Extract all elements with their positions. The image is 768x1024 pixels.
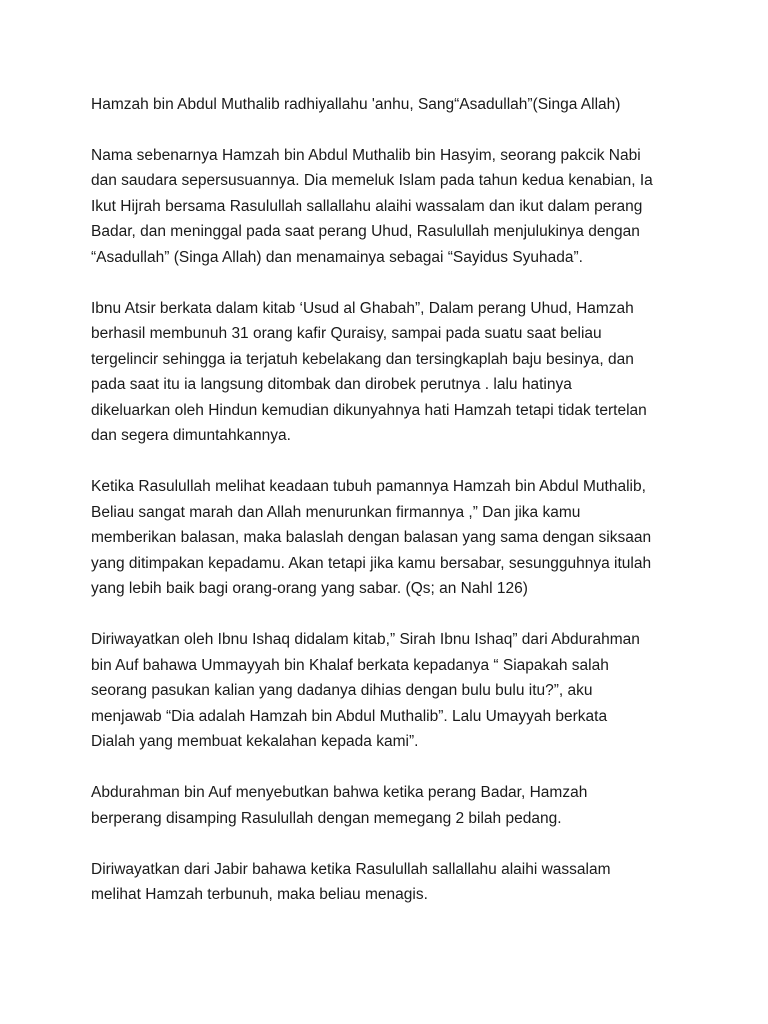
paragraph-line: Diriwayatkan dari Jabir bahawa ketika Rasulullah sallallahu alaihi wassalam bbox=[91, 860, 611, 878]
paragraph-line: memberikan balasan, maka balaslah dengan balasan yang sama dengan siksaan bbox=[91, 529, 652, 546]
paragraph-line: pada saat itu ia langsung ditombak dan dirobek perutnya . lalu hatinya bbox=[91, 376, 572, 393]
paragraph-line: Ketika Rasulullah melihat keadaan tubuh pamannya Hamzah bin Abdul Muthalib, bbox=[91, 478, 646, 495]
paragraph-line: dan segera dimuntahkannya. bbox=[91, 427, 291, 444]
paragraph-line: Nama sebenarnya Hamzah bin Abdul Muthalib bin Hasyim, seorang pakcik Nabi bbox=[91, 146, 641, 164]
paragraph-line: Ikut Hijrah bersama Rasulullah sallallahu alaihi wassalam dan ikut dalam perang bbox=[91, 197, 643, 215]
paragraph-line: yang ditimpakan kepadamu. Akan tetapi jika kamu bersabar, sesungguhnya itulah bbox=[91, 554, 652, 572]
paragraph-line: Badar, dan meninggal pada saat perang Uhud, Rasulullah menjulukinya dengan bbox=[91, 223, 640, 240]
paragraph-line: seorang pasukan kalian yang dadanya dihias dengan bulu bulu itu?”, aku bbox=[91, 682, 593, 699]
paragraph-4 bbox=[91, 627, 731, 755]
paragraph-line: dikeluarkan oleh Hindun kemudian dikunyahnya hati Hamzah tetapi tidak tertelan bbox=[91, 401, 647, 419]
paragraph-line: berhasil membunuh 31 orang kafir Quraisy, sampai pada suatu saat beliau bbox=[91, 325, 602, 342]
paragraph-line: dan saudara sepersusuannya. Dia memeluk Islam pada tahun kedua kenabian, Ia bbox=[91, 172, 653, 189]
paragraph-2 bbox=[91, 296, 731, 449]
paragraph-6 bbox=[91, 857, 731, 908]
paragraph-3 bbox=[91, 474, 731, 602]
document-body bbox=[91, 92, 731, 933]
paragraph-line: “Asadullah” (Singa Allah) dan menamainya sebagai “Sayidus Syuhada”. bbox=[91, 248, 583, 266]
paragraph-line: Beliau sangat marah dan Allah menurunkan firmannya ,” Dan jika kamu bbox=[91, 503, 581, 521]
paragraph-line: tergelincir sehingga ia terjatuh kebelakang dan tersingkaplah baju besinya, dan bbox=[91, 350, 634, 368]
paragraph-line: bin Auf bahawa Ummayyah bin Khalaf berkata kepadanya “ Siapakah salah bbox=[91, 656, 609, 674]
paragraph-line: melihat Hamzah terbunuh, maka beliau menagis. bbox=[91, 886, 428, 903]
paragraph-line: Diriwayatkan oleh Ibnu Ishaq didalam kitab,” Sirah Ibnu Ishaq” dari Abdurahman bbox=[91, 631, 640, 648]
paragraph-line: berperang disamping Rasulullah dengan memegang 2 bilah pedang. bbox=[91, 809, 562, 827]
paragraph-line: Ibnu Atsir berkata dalam kitab ‘Usud al Ghabah”, Dalam perang Uhud, Hamzah bbox=[91, 299, 634, 317]
paragraph-line: Dialah yang membuat kekalahan kepada kami”. bbox=[91, 733, 419, 750]
document-title: Hamzah bin Abdul Muthalib radhiyallahu 'anhu, Sang“Asadullah”(Singa Allah) bbox=[91, 96, 621, 113]
paragraph-line: menjawab “Dia adalah Hamzah bin Abdul Muthalib”. Lalu Umayyah berkata bbox=[91, 707, 608, 725]
paragraph-5 bbox=[91, 780, 731, 831]
paragraph-1 bbox=[91, 143, 731, 271]
paragraph-line: Abdurahman bin Auf menyebutkan bahwa ketika perang Badar, Hamzah bbox=[91, 784, 588, 801]
paragraph-line: yang lebih baik bagi orang-orang yang sabar. (Qs; an Nahl 126) bbox=[91, 580, 528, 597]
